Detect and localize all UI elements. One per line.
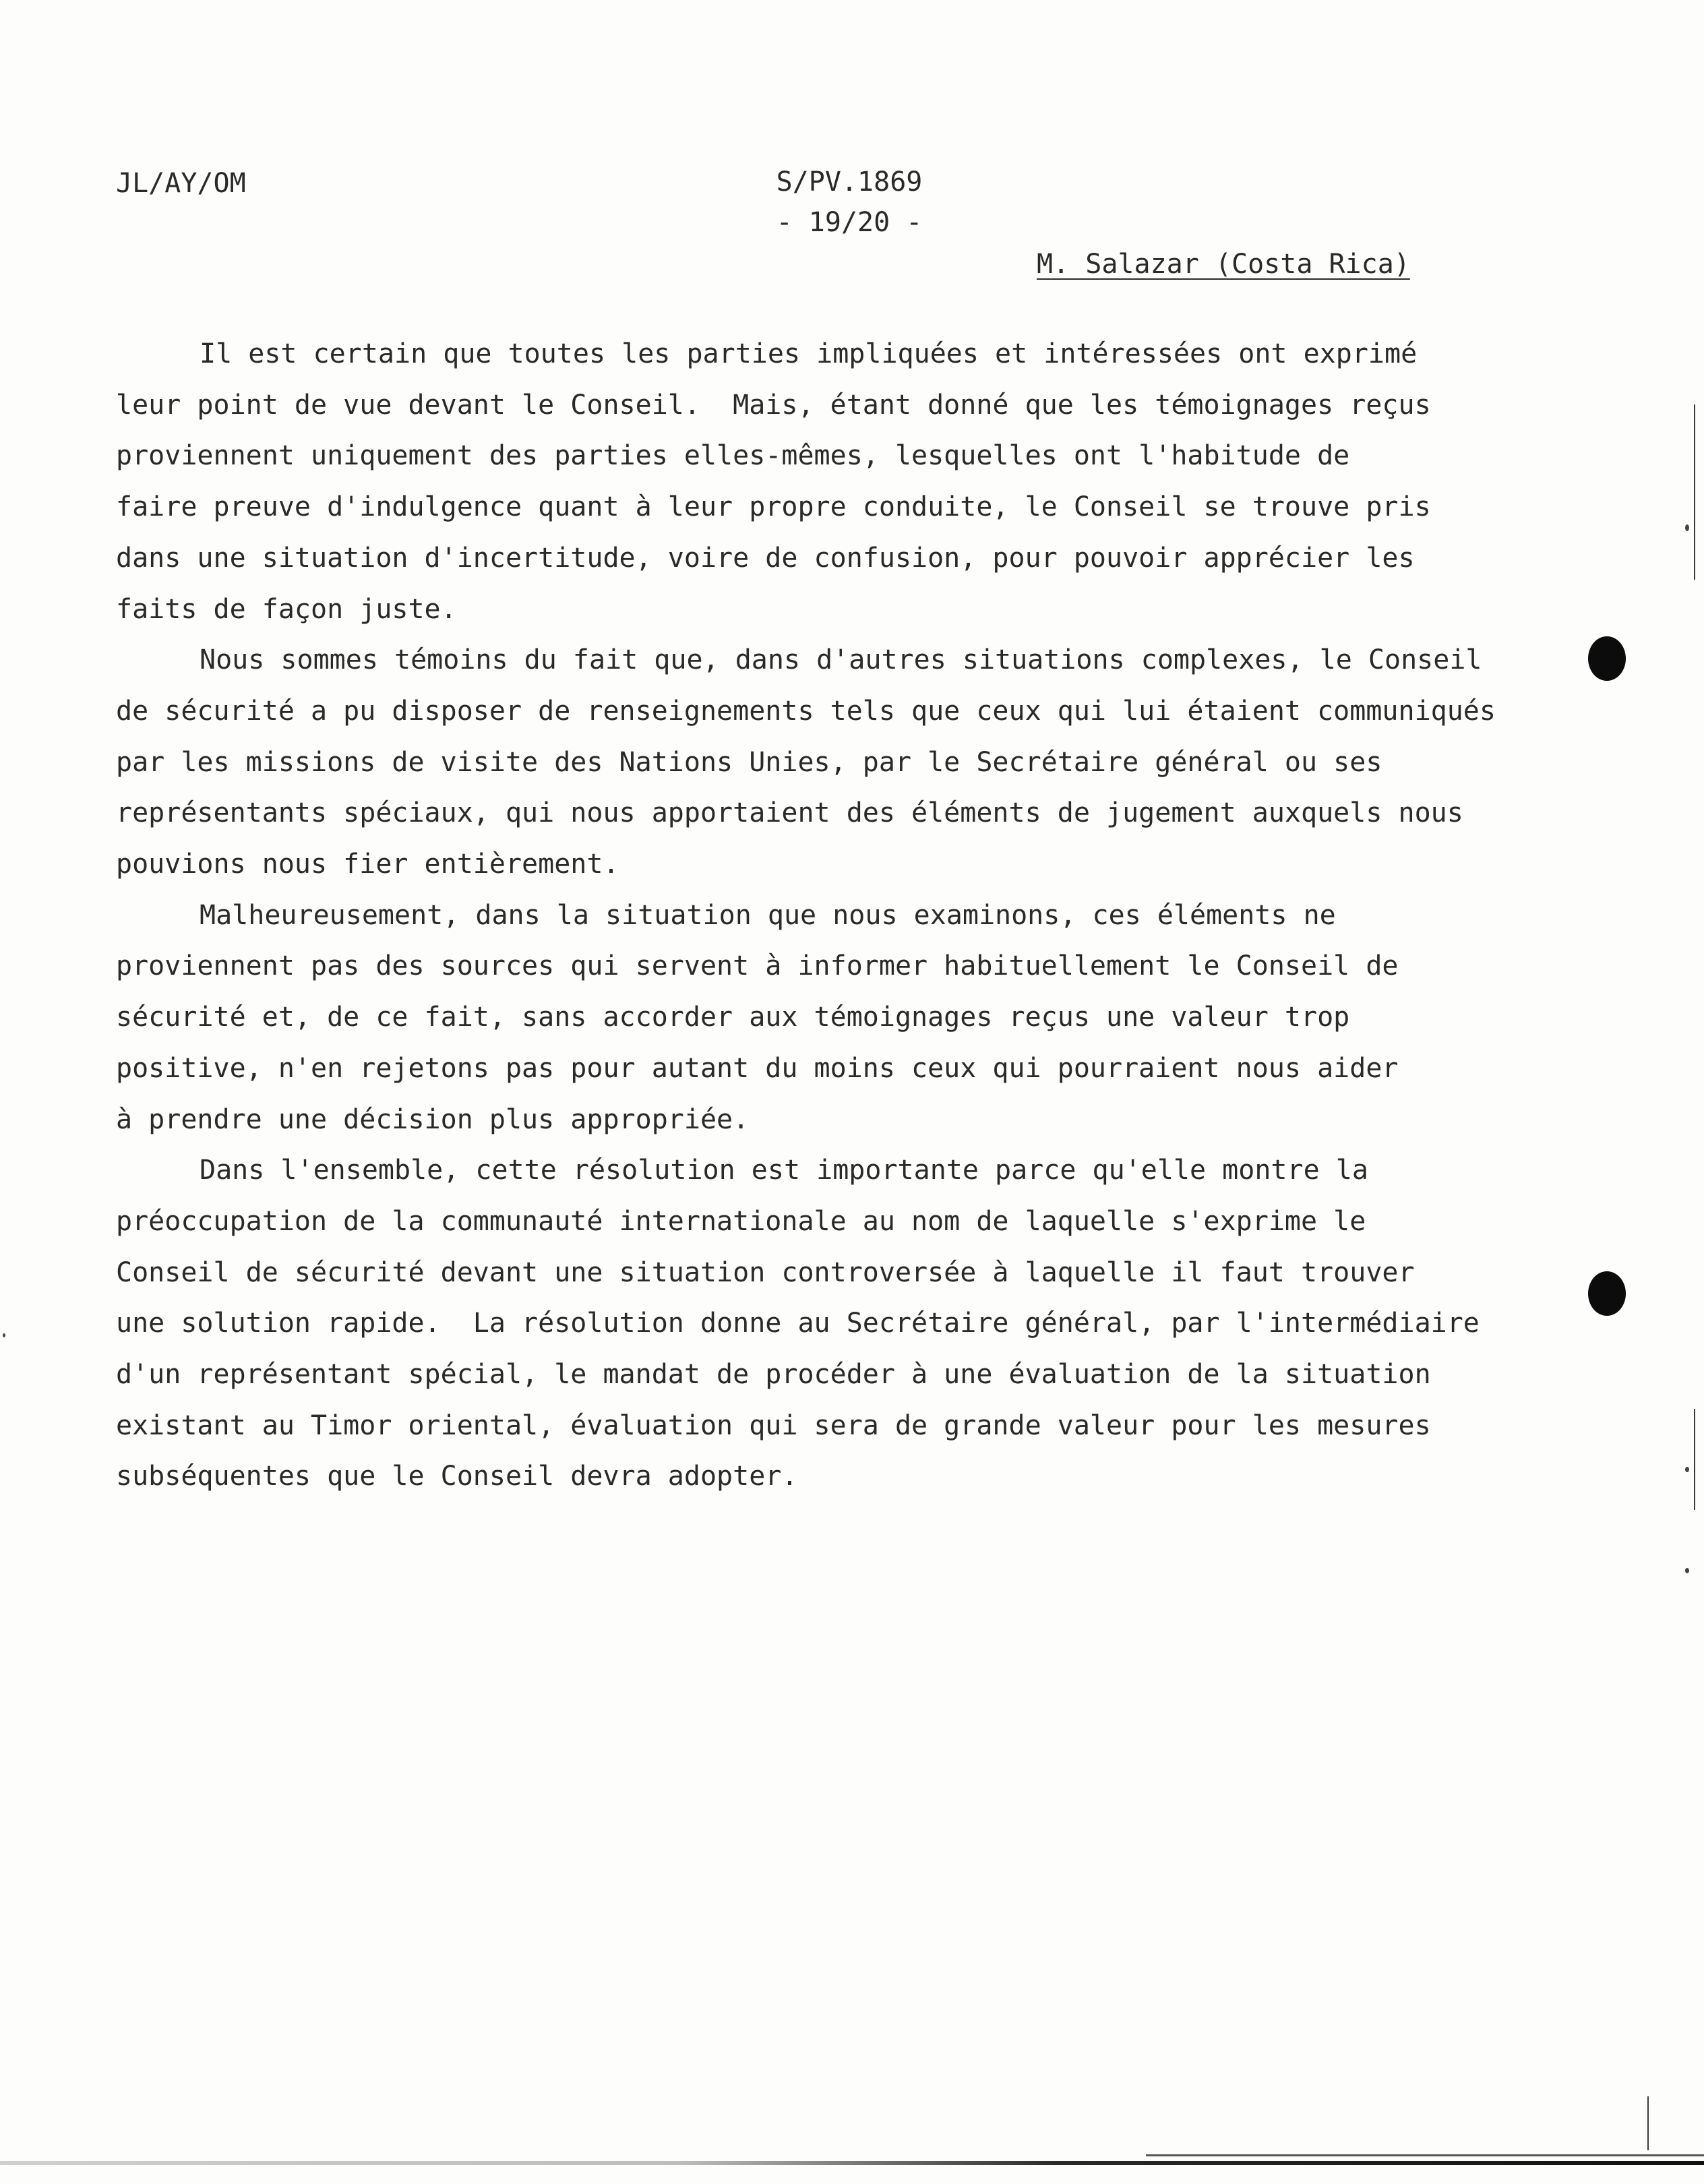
text-line: Il est certain que toutes les parties impliquées et intéressées ont exprimé (200, 338, 1418, 369)
text-line: par les missions de visite des Nations Unies, par le Secrétaire général ou ses (116, 746, 1382, 778)
paragraph-2 (116, 635, 1558, 890)
text-line: proviennent pas des sources qui servent à informer habituellement le Conseil de (116, 950, 1399, 982)
scan-speck (3, 1333, 5, 1337)
document-reference (741, 162, 957, 243)
text-line: Nous sommes témoins du fait que, dans d'autres situations complexes, le Conseil (200, 644, 1482, 676)
typist-initials: JL/AY/OM (116, 168, 246, 199)
text-line: leur point de vue devant le Conseil. Mais, étant donné que les témoignages reçus (116, 389, 1431, 421)
scan-bottom-edge (1146, 2154, 1704, 2156)
text-line: subséquentes que le Conseil devra adopter. (116, 1461, 798, 1492)
body-text (116, 329, 1558, 1503)
page-number: - 19/20 - (776, 207, 923, 238)
punch-hole-mark (1588, 636, 1626, 681)
text-line: à prendre une décision plus appropriée. (116, 1103, 750, 1135)
punch-hole-mark (1588, 1271, 1626, 1316)
scan-edge-line (1694, 404, 1695, 580)
text-line: Malheureusement, dans la situation que nous examinons, ces éléments ne (200, 899, 1336, 931)
text-line: préoccupation de la communauté internationale au nom de laquelle s'exprime le (116, 1205, 1366, 1237)
text-line: représentants spéciaux, qui nous apportaient des éléments de jugement auxquels nous (116, 797, 1463, 829)
text-line: faire preuve d'indulgence quant à leur propre conduite, le Conseil se trouve pris (116, 491, 1431, 523)
text-line: pouvions nous fier entièrement. (116, 849, 619, 880)
scan-edge-line (1647, 2096, 1649, 2150)
text-line: Conseil de sécurité devant une situation controversée à laquelle il faut trouver (116, 1256, 1415, 1288)
text-line: proviennent uniquement des parties elles-mêmes, lesquelles ont l'habitude de (116, 440, 1350, 472)
text-line: existant au Timor oriental, évaluation qui sera de grande valeur pour les mesures (116, 1409, 1431, 1441)
text-line: d'un représentant spécial, le mandat de procéder à une évaluation de la situation (116, 1359, 1431, 1391)
document-symbol: S/PV.1869 (776, 166, 923, 198)
text-line: une solution rapide. La résolution donne au Secrétaire général, par l'intermédiaire (116, 1308, 1480, 1339)
text-line: faits de façon juste. (116, 593, 457, 625)
speaker-heading (1037, 243, 1410, 286)
scan-speck (1685, 1467, 1689, 1472)
paragraph-4 (116, 1145, 1558, 1503)
text-line: Dans l'ensemble, cette résolution est importante parce qu'elle montre la (200, 1155, 1368, 1186)
scan-edge-line (1694, 1409, 1695, 1510)
text-line: positive, n'en rejetons pas pour autant du moins ceux qui pourraient nous aider (116, 1052, 1399, 1084)
text-line: sécurité et, de ce fait, sans accorder aux témoignages reçus une valeur trop (116, 1002, 1350, 1033)
text-line: dans une situation d'incertitude, voire de confusion, pour pouvoir apprécier les (116, 542, 1415, 574)
text-line: de sécurité a pu disposer de renseignements tels que ceux qui lui étaient communiqués (116, 695, 1496, 727)
speaker-name: M. Salazar (Costa Rica) (1037, 249, 1410, 280)
paragraph-1 (116, 329, 1558, 635)
scan-speck (1685, 524, 1689, 531)
paragraph-3 (116, 890, 1558, 1146)
scan-speck (1685, 1568, 1689, 1573)
scan-bottom-edge (0, 2161, 1704, 2165)
